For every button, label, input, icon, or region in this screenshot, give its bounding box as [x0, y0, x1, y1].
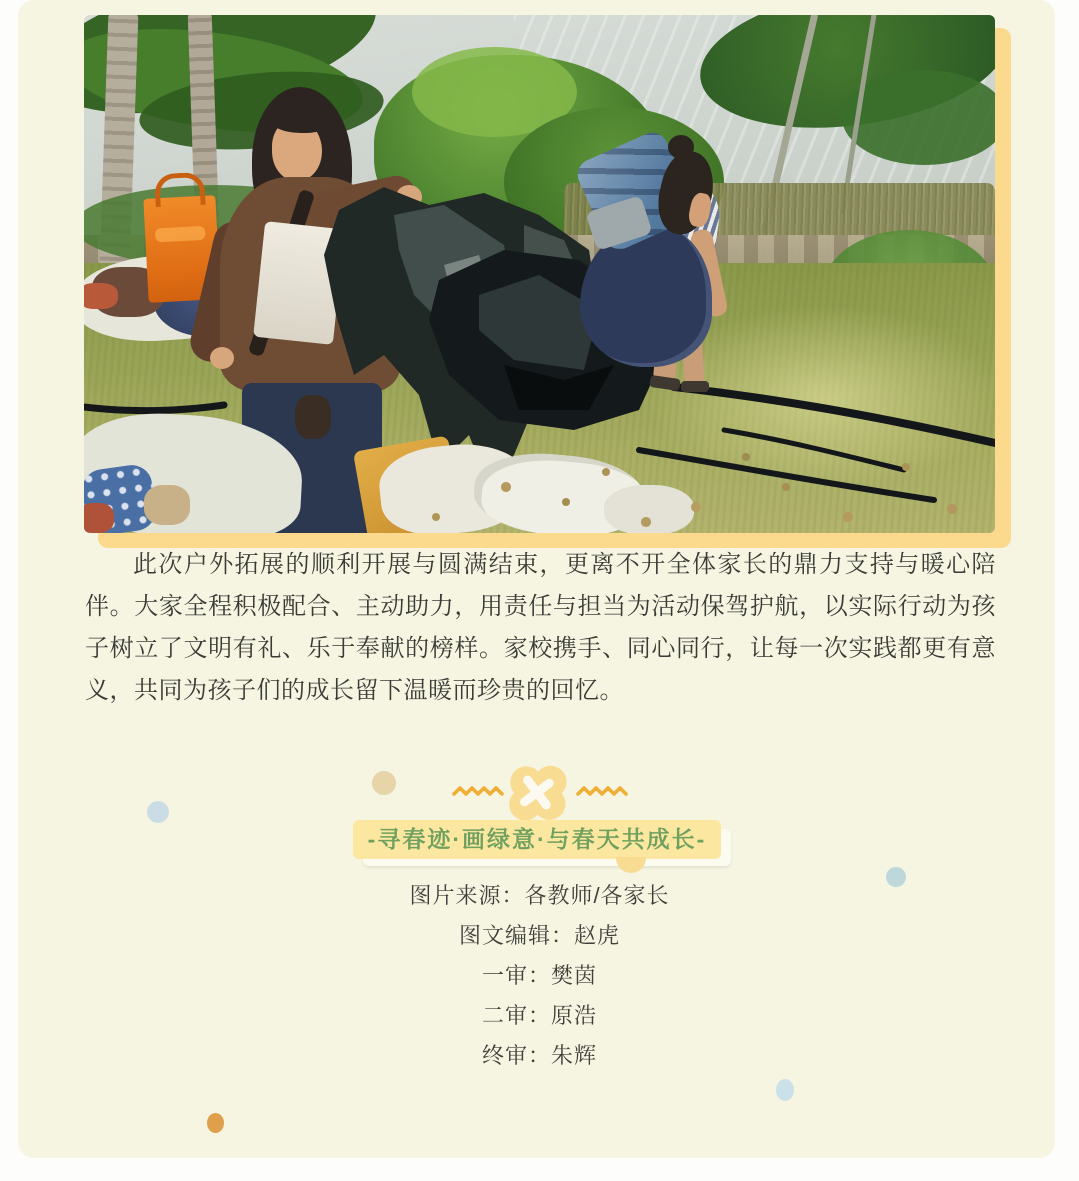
credit-line-photo-source: 图片来源：各教师/各家长 — [409, 883, 670, 908]
blue-dot-bottom — [776, 1079, 794, 1101]
slogan-banner: -寻春迹·画绿意·与春天共成长- — [353, 820, 721, 859]
credit-line-first-review: 一审：樊茵 — [481, 963, 597, 988]
flower-icon — [504, 759, 570, 825]
credit-line-final-review: 终审：朱辉 — [481, 1043, 597, 1068]
orange-dot-bottom — [207, 1113, 224, 1133]
body-paragraph: 此次户外拓展的顺利开展与圆满结束，更离不开全体家长的鼎力支持与暖心陪伴。大家全程积极配合、主动助力，用责任与担当为活动保驾护航，以实际行动为孩子树立了文明有礼、乐于奉献的榜样。家校携手、同心同行，让每一次实践都更有意义，共同为孩子们的成长留下温暖而珍贵的回忆。 — [85, 551, 996, 704]
credit-line-editor: 图文编辑：赵虎 — [458, 923, 620, 948]
activity-photo — [84, 15, 995, 533]
scattered-leaves — [84, 15, 88, 19]
zigzag-left-icon — [452, 783, 504, 799]
credits-block — [0, 884, 1079, 1084]
credit-line-second-review: 二审：原浩 — [481, 1003, 597, 1028]
zigzag-right-icon — [576, 783, 628, 799]
blue-dot — [147, 801, 169, 823]
tan-dot — [372, 771, 396, 795]
